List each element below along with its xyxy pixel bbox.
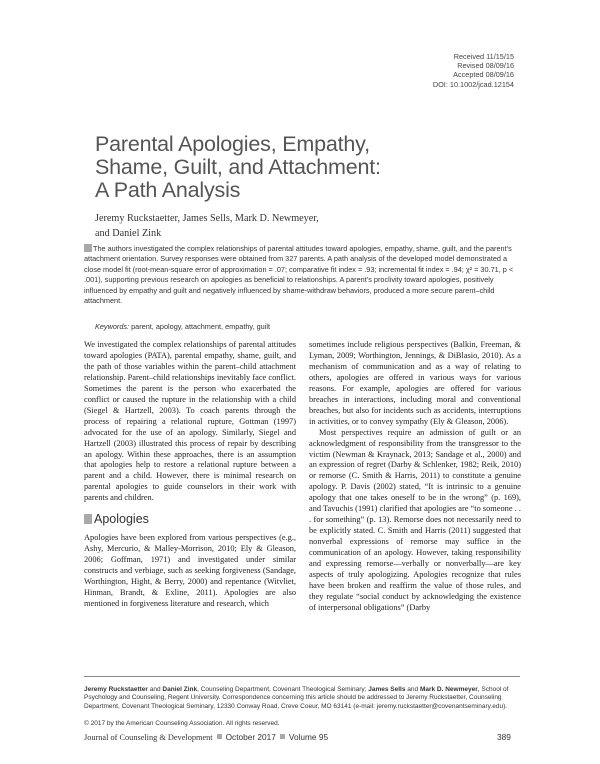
affil-text-1: , Counseling Department, Covenant Theological Seminary; — [197, 686, 369, 693]
volume: Volume 95 — [288, 732, 329, 742]
article-title — [95, 133, 425, 202]
title-line-2: Shame, Guilt, and Attachment: — [95, 155, 381, 179]
affil-name-1: Jeremy Ruckstaetter — [84, 686, 148, 693]
affil-name-2: Daniel Zink — [162, 686, 198, 693]
keywords-list: parent, apology, attachment, empathy, guilt — [131, 322, 270, 331]
abstract-marker-icon — [84, 244, 92, 252]
affil-name-3: James Sells — [368, 686, 406, 693]
abstract — [84, 244, 520, 306]
apologies-paragraph-1: Apologies have been explored from various perspectives (e.g., Ashy, Mercurio, & Malley-Morrison, 2010; Ely & Gleason, 2006; Goffman, 1971) and investigated under similar constructs and verbiage, such as seeking forgiveness (Sandage, Worthington, Hight, & Berry, 2000) and repentance (Witvliet, Hinman, Brandt, & Exline, 2011). Apologies are also mentioned in forgiveness literature and research, which — [84, 533, 296, 609]
authors-line-1: Jeremy Ruckstaetter, James Sells, Mark D. Newmeyer, — [95, 213, 319, 224]
copyright-notice: © 2017 by the American Counseling Association. All rights reserved. — [84, 720, 280, 727]
apologies-paragraph-1-cont: sometimes include religious perspectives (Balkin, Freeman, & Lyman, 2009; Worthington, Jennings, & DiBlasio, 2010). As a mechanism of communication and as a way of relating to others, apologies are offered in various ways for various reasons. For example, apologies are offered for various breaches in interactions, including moral and conventional breaches, but also for incidents such as accidents, interruptions in activities, or to convey sympathy (Ely & Gleason, 2006). — [309, 340, 521, 426]
affil-text-2: , School of Psychology and Counseling, Regent University. Correspondence concerning this article should be addressed to Jeremy Ruckstaetter, Counseling Department, Covenant Theological Seminary, 12330 Conway Road, Creve Coeur, MO 63141 (e-mail: jeremy.ruckstaetter@covenantseminary.edu). — [84, 686, 509, 710]
apologies-paragraph-2: Most perspectives require an admission of guilt or an acknowledgment of responsibility from the transgressor to the victim (Newman & Kraynack, 2013; Sandage et al., 2000) and an expression of regret (Darby & Schlenker, 1982; Reik, 2010) or remorse (C. Smith & Harris, 2011) to constitute a genuine apology. P. Davis (2002) stated, “It is intrinsic to a genuine apology that one takes oneself to be in the wrong” (p. 169), and Tavuchis (1991) clarified that apologies are “to someone . . . for something” (p. 13). Remorse does not necessarily need to be explicitly stated. C. Smith and Harris (2011) suggested that nonverbal expressions of remorse may suffice in the communication of an apology. However, taking responsibility and expressing remorse—verbally or nonverbally—are key aspects of truly apologizing. Apologies recognize that rules have been broken and reaffirm the value of those rules, and they regulate “social conduct by acknowledging the existence of interpersonal obligations” (Darby — [309, 427, 521, 612]
heading-marker-icon — [84, 514, 92, 524]
body-column-left — [84, 340, 296, 610]
affil-name-4: Mark D. Newmeyer — [419, 686, 478, 693]
section-heading-apologies — [84, 512, 296, 526]
title-line-3: A Path Analysis — [95, 178, 241, 202]
manuscript-dates — [433, 52, 514, 89]
accepted-date: Accepted 08/09/16 — [453, 70, 514, 80]
journal-name: Journal of Counseling & Development — [84, 733, 213, 742]
received-date: Received 11/15/15 — [453, 52, 514, 61]
separator-square-icon — [217, 734, 222, 739]
keywords-label: Keywords: — [95, 322, 130, 331]
running-footer — [84, 732, 328, 742]
intro-paragraph: We investigated the complex relationships of parental attitudes toward apologies (PATA), parental empathy, shame, guilt, and the path of those variables within the parent–child attachment relationship. Parent–child relationships inevitably face conflict. Sometimes the parent is the person who exacerbated the conflict or caused the rupture in the relationship with a child (Siegel & Hartzell, 2003). To coach parents through the process of repairing a relational rupture, Gottman (1997) advocated for the use of an apology. Similarly, Siegel and Hartzell (2003) illustrated this process of repair by describing an apology. Within these approaches, there is an assumption that apologies help to restore a relational rupture between a parent and a child. However, there is minimal research on parental apologies to guide counselors in their work with parents and children. — [84, 340, 296, 503]
separator-square-icon — [280, 734, 285, 739]
page-number: 389 — [497, 732, 511, 742]
authors-line-2: and Daniel Zink — [95, 228, 162, 239]
author-affiliation-note — [84, 686, 520, 711]
abstract-text: The authors investigated the complex relationships of parental attitudes toward apologies, empathy, shame, guilt, and the parent’s attachment orientation. Survey responses were obtained from 327 parents. A path analysis of the developed model demonstrated a close model fit (root-mean-square error of approximation = .07; comparative fit index = .93; incremental fit index = .94; χ² = 30.71, p < .001), supporting previous research on apologies as beneficial to relationships. A parent’s proclivity toward apologies, positively influenced by empathy and guilt and negatively influenced by shame-withdraw behaviors, produced a more secure parent–child attachment. — [84, 244, 514, 306]
body-column-right — [309, 340, 521, 614]
affil-and-1: and — [147, 686, 163, 693]
revised-date: Revised 08/09/16 — [457, 61, 514, 71]
keywords — [95, 322, 515, 332]
author-list — [95, 211, 425, 241]
section-heading-text: Apologies — [94, 512, 149, 527]
title-line-1: Parental Apologies, Empathy, — [95, 132, 370, 156]
doi: DOI: 10.1002/jcad.12154 — [432, 79, 514, 89]
issue-date: October 2017 — [225, 732, 276, 742]
footnote-divider — [84, 676, 520, 677]
affil-and-2: and — [405, 686, 420, 693]
